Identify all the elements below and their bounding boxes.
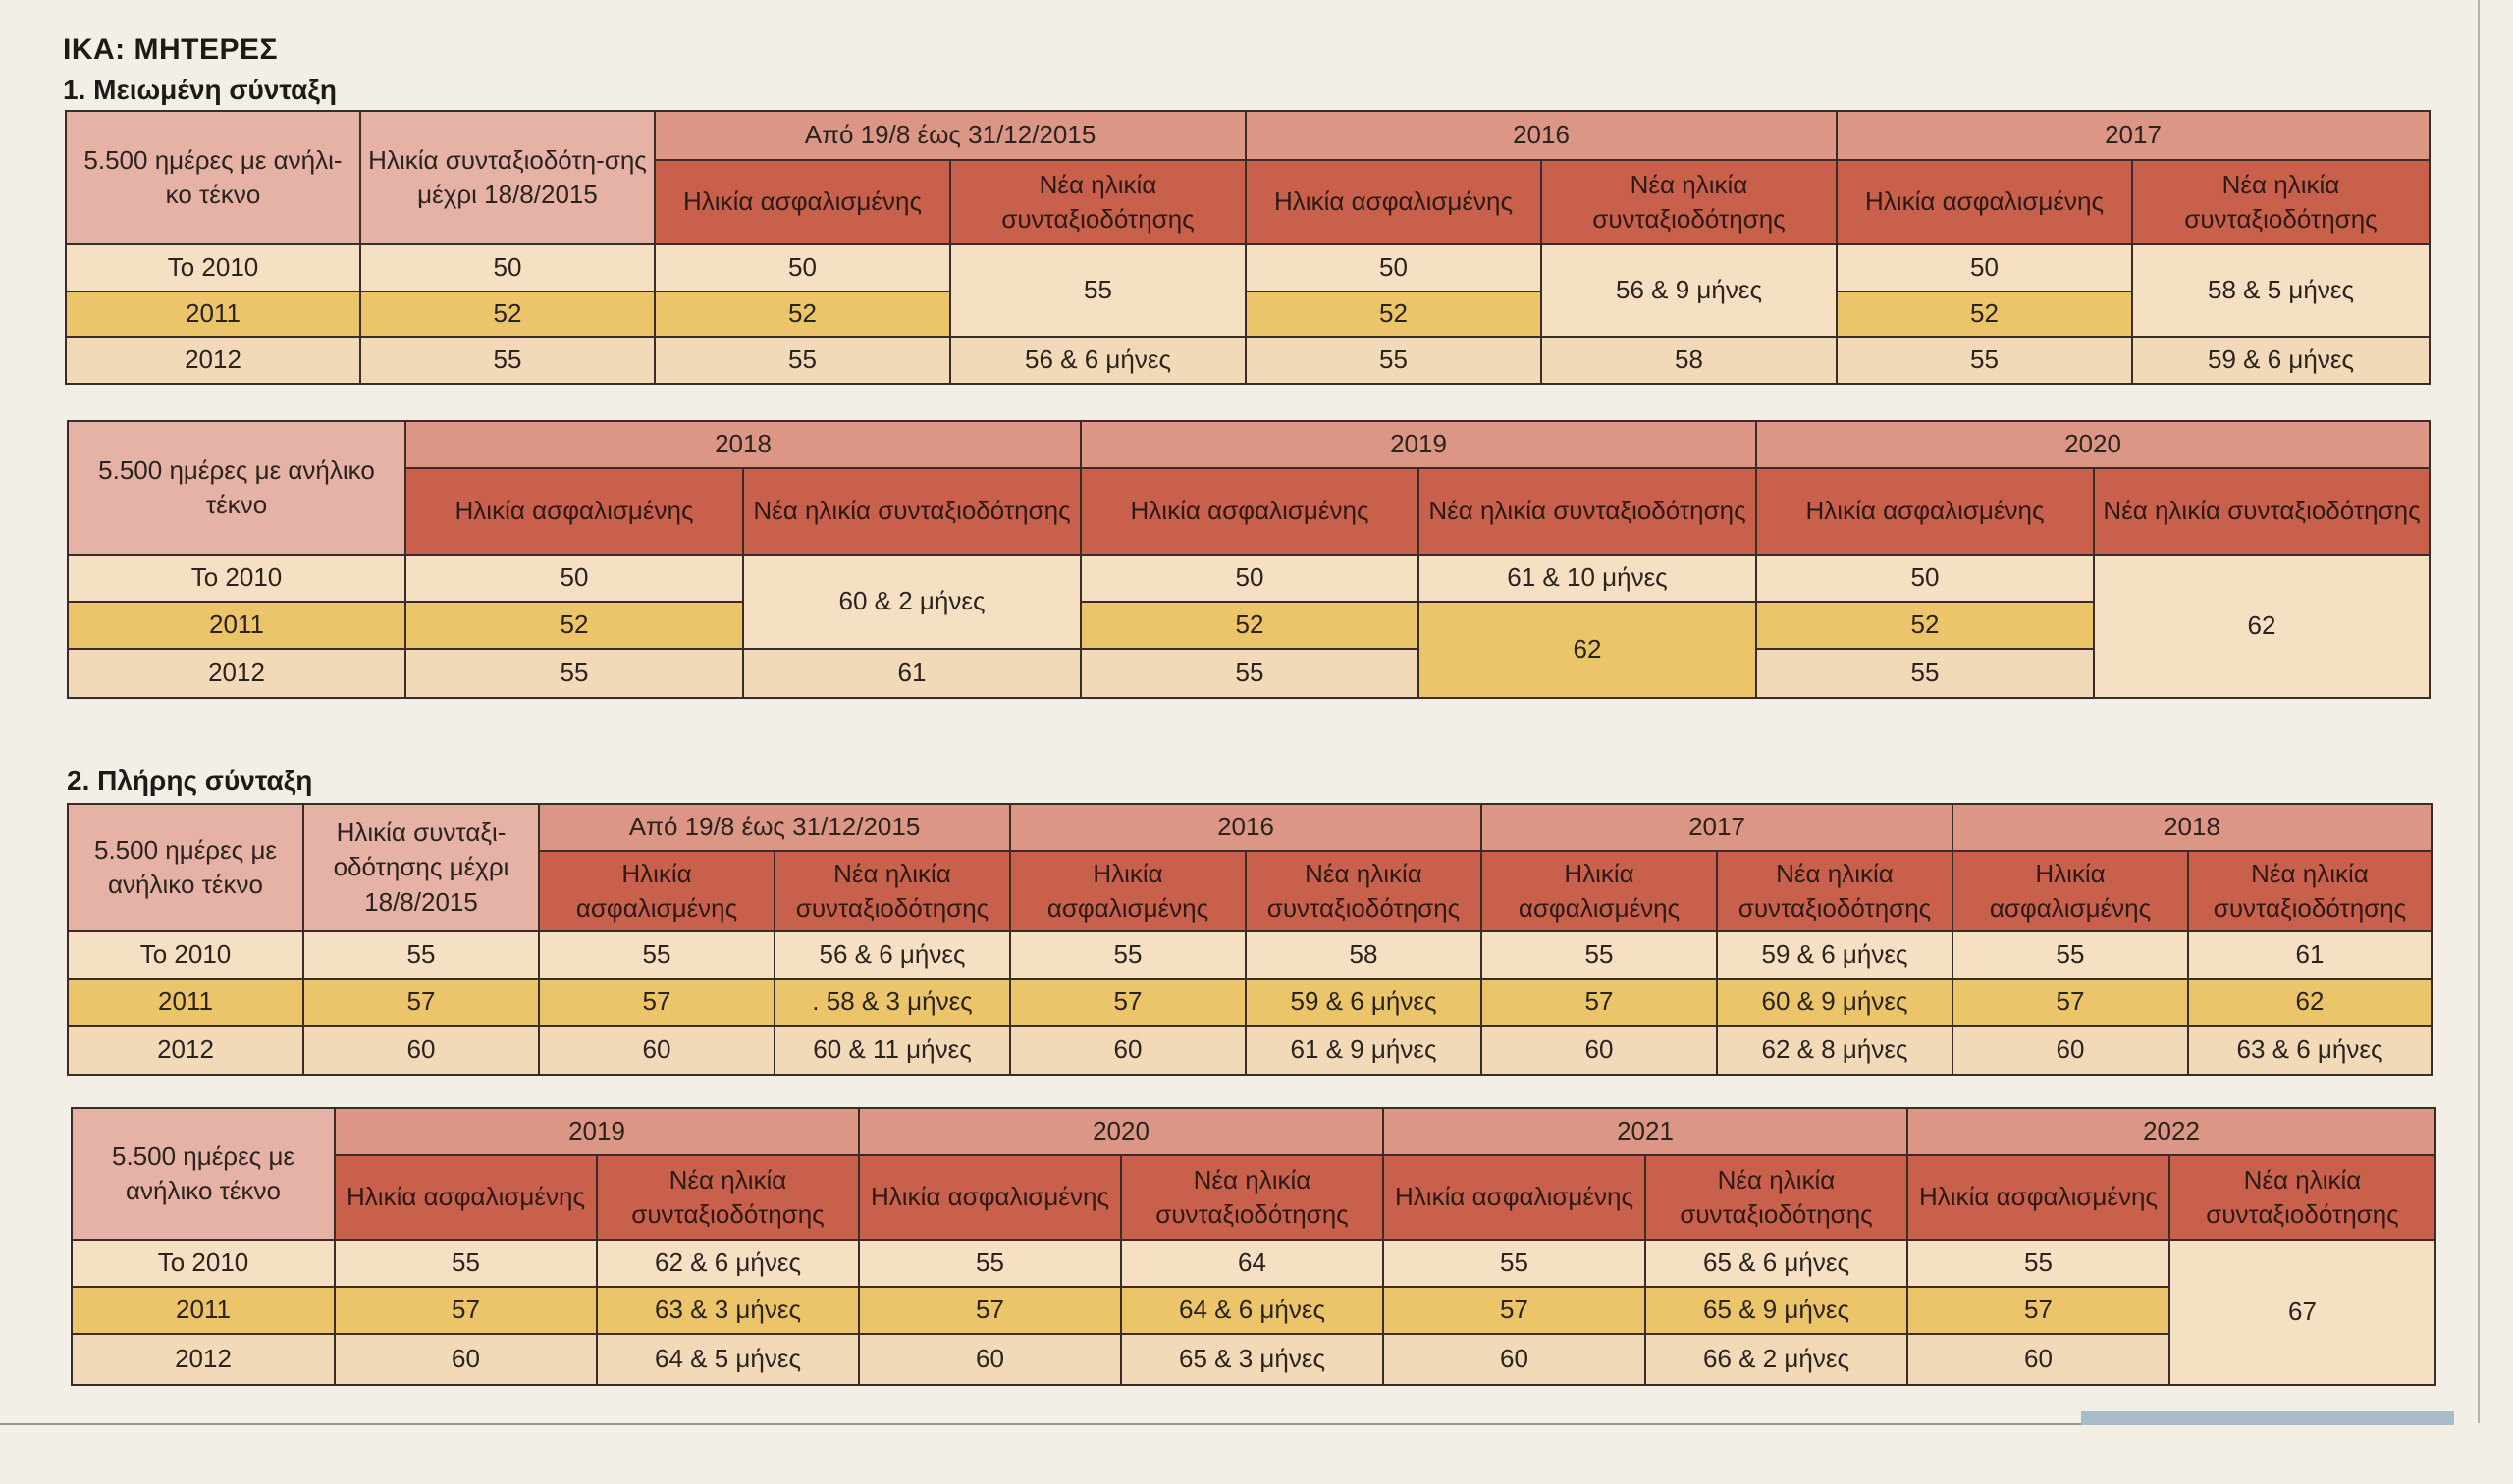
header-days-with-minor-child: 5.500 ημέρες με ανήλικο τέκνο — [68, 804, 303, 931]
header-group-19-8-2015: Από 19/8 έως 31/12/2015 — [539, 804, 1010, 851]
section-title-reduced-pension: 1. Μειωμένη σύνταξη — [63, 75, 337, 105]
subheader-insured-age: Ηλικία ασφαλισμένης — [539, 851, 775, 931]
cell-value: 50 — [360, 244, 655, 292]
cell-value: 56 & 9 μήνες — [1541, 244, 1837, 337]
cell-value: 52 — [405, 602, 743, 649]
header-group-2021: 2021 — [1383, 1108, 1907, 1155]
cell-value: 62 & 8 μήνες — [1717, 1026, 1952, 1075]
header-group-2017: 2017 — [1481, 804, 1952, 851]
cell-value: 60 — [335, 1334, 597, 1385]
cell-value: 58 — [1541, 337, 1837, 384]
row-label: Το 2010 — [72, 1240, 335, 1287]
cell-value: 57 — [859, 1287, 1121, 1334]
table-row — [68, 649, 2430, 698]
header-days-with-minor-child: 5.500 ημέρες με ανήλικο τέκνο — [72, 1108, 335, 1240]
cell-value: 55 — [655, 337, 950, 384]
header-age-until-18-8-2015: Ηλικία συνταξιοδότη-σης μέχρι 18/8/2015 — [360, 111, 655, 244]
cell-value: 64 — [1121, 1240, 1383, 1287]
cell-value: 60 — [1010, 1026, 1246, 1075]
cell-value: 52 — [1837, 292, 2132, 337]
subheader-new-pension-age: Νέα ηλικία συνταξιοδότησης — [1645, 1155, 1907, 1240]
subheader-new-pension-age: Νέα ηλικία συνταξιοδότησης — [1246, 851, 1481, 931]
table-row — [66, 292, 2430, 337]
cell-value: 50 — [405, 555, 743, 602]
table-row — [66, 337, 2430, 384]
row-label: Το 2010 — [68, 555, 405, 602]
header-age-until-18-8-2015: Ηλικία συνταξι-οδότησης μέχρι 18/8/2015 — [303, 804, 539, 931]
cell-value: 59 & 6 μήνες — [1717, 931, 1952, 979]
table-row — [72, 1334, 2435, 1385]
subheader-insured-age: Ηλικία ασφαλισμένης — [1907, 1155, 2169, 1240]
subheader-new-pension-age: Νέα ηλικία συνταξιοδότησης — [2094, 468, 2430, 555]
subheader-new-pension-age: Νέα ηλικία συνταξιοδότησης — [597, 1155, 859, 1240]
table-row — [66, 244, 2430, 292]
cell-value: 52 — [1081, 602, 1418, 649]
subheader-new-pension-age: Νέα ηλικία συνταξιοδότησης — [2188, 851, 2432, 931]
cell-value: 65 & 9 μήνες — [1645, 1287, 1907, 1334]
subheader-new-pension-age: Νέα ηλικία συνταξιοδότησης — [1418, 468, 1756, 555]
cell-value: 61 — [2188, 931, 2432, 979]
header-group-19-8-2015: Από 19/8 έως 31/12/2015 — [655, 111, 1246, 160]
cell-value: 57 — [1010, 979, 1246, 1026]
cell-value: 60 — [1481, 1026, 1717, 1075]
subheader-new-pension-age: Νέα ηλικία συνταξιοδότησης — [1541, 160, 1837, 244]
row-label: Το 2010 — [68, 931, 303, 979]
subheader-insured-age: Ηλικία ασφαλισμένης — [1756, 468, 2094, 555]
cell-value: 65 & 3 μήνες — [1121, 1334, 1383, 1385]
row-label: 2012 — [68, 649, 405, 698]
subheader-new-pension-age: Νέα ηλικία συνταξιοδότησης — [950, 160, 1246, 244]
subheader-insured-age: Ηλικία ασφαλισμένης — [1481, 851, 1717, 931]
subheader-new-pension-age: Νέα ηλικία συνταξιοδότησης — [2132, 160, 2430, 244]
cell-value: 52 — [1756, 602, 2094, 649]
cell-value: 61 — [743, 649, 1081, 698]
cell-value: 55 — [1952, 931, 2188, 979]
cell-value: 64 & 6 μήνες — [1121, 1287, 1383, 1334]
subheader-insured-age: Ηλικία ασφαλισμένης — [1081, 468, 1418, 555]
cell-value: 65 & 6 μήνες — [1645, 1240, 1907, 1287]
cell-value: 60 & 9 μήνες — [1717, 979, 1952, 1026]
subheader-new-pension-age: Νέα ηλικία συνταξιοδότησης — [2169, 1155, 2435, 1240]
row-label: 2011 — [66, 292, 360, 337]
cell-value: 59 & 6 μήνες — [1246, 979, 1481, 1026]
cell-value: 58 & 5 μήνες — [2132, 244, 2430, 337]
cell-value: 57 — [1383, 1287, 1645, 1334]
subheader-insured-age: Ηλικία ασφαλισμένης — [1246, 160, 1541, 244]
table-row — [68, 602, 2430, 649]
cell-value: 56 & 6 μήνες — [950, 337, 1246, 384]
subheader-insured-age: Ηλικία ασφαλισμένης — [1952, 851, 2188, 931]
cell-value: 60 — [859, 1334, 1121, 1385]
cell-value: 50 — [1756, 555, 2094, 602]
cell-value: 57 — [1952, 979, 2188, 1026]
page-title: ΙΚΑ: ΜΗΤΕΡΕΣ — [63, 33, 279, 66]
subheader-insured-age: Ηλικία ασφαλισμένης — [405, 468, 743, 555]
cell-value: 55 — [859, 1240, 1121, 1287]
cell-value: 63 & 3 μήνες — [597, 1287, 859, 1334]
cell-value: 62 — [2094, 555, 2430, 698]
cell-value: 59 & 6 μήνες — [2132, 337, 2430, 384]
row-label: Το 2010 — [66, 244, 360, 292]
table-full-2015-2018 — [67, 803, 2433, 1076]
cell-value: 50 — [1246, 244, 1541, 292]
cell-value: 58 — [1246, 931, 1481, 979]
subheader-new-pension-age: Νέα ηλικία συνταξιοδότησης — [775, 851, 1010, 931]
cell-value: 66 & 2 μήνες — [1645, 1334, 1907, 1385]
cell-value: 55 — [405, 649, 743, 698]
subheader-new-pension-age: Νέα ηλικία συνταξιοδότησης — [1717, 851, 1952, 931]
subheader-new-pension-age: Νέα ηλικία συνταξιοδότησης — [743, 468, 1081, 555]
cell-value: 60 — [1907, 1334, 2169, 1385]
cell-value: 55 — [950, 244, 1246, 337]
cell-value: 60 & 2 μήνες — [743, 555, 1081, 649]
subheader-insured-age: Ηλικία ασφαλισμένης — [1383, 1155, 1645, 1240]
header-group-2019: 2019 — [335, 1108, 859, 1155]
row-label: 2012 — [72, 1334, 335, 1385]
cell-value: 67 — [2169, 1240, 2435, 1385]
row-label: 2011 — [68, 602, 405, 649]
cell-value: 55 — [1081, 649, 1418, 698]
cell-value: 57 — [539, 979, 775, 1026]
cell-value: 60 — [1383, 1334, 1645, 1385]
header-group-2018: 2018 — [1952, 804, 2432, 851]
cell-value: 63 & 6 μήνες — [2188, 1026, 2432, 1075]
header-group-2016: 2016 — [1246, 111, 1837, 160]
header-group-2022: 2022 — [1907, 1108, 2435, 1155]
cell-value: 50 — [1837, 244, 2132, 292]
cell-value: 57 — [1907, 1287, 2169, 1334]
row-label: 2012 — [68, 1026, 303, 1075]
table-row — [72, 1287, 2435, 1334]
subheader-insured-age: Ηλικία ασφαλισμένης — [1837, 160, 2132, 244]
subheader-insured-age: Ηλικία ασφαλισμένης — [335, 1155, 597, 1240]
row-label: 2011 — [68, 979, 303, 1026]
cell-value: 52 — [655, 292, 950, 337]
subheader-insured-age: Ηλικία ασφαλισμένης — [1010, 851, 1246, 931]
subheader-insured-age: Ηλικία ασφαλισμένης — [655, 160, 950, 244]
table-row — [68, 555, 2430, 602]
cell-value: 57 — [1481, 979, 1717, 1026]
cell-value: 60 & 11 μήνες — [775, 1026, 1010, 1075]
cell-value: 57 — [335, 1287, 597, 1334]
table-row — [68, 931, 2432, 979]
subheader-insured-age: Ηλικία ασφαλισμένης — [859, 1155, 1121, 1240]
cell-value: 60 — [539, 1026, 775, 1075]
decorative-bar — [2081, 1411, 2454, 1425]
cell-value: 55 — [335, 1240, 597, 1287]
header-group-2016: 2016 — [1010, 804, 1481, 851]
cell-value: . 58 & 3 μήνες — [775, 979, 1010, 1026]
cell-value: 55 — [539, 931, 775, 979]
cell-value: 61 & 9 μήνες — [1246, 1026, 1481, 1075]
cell-value: 55 — [1481, 931, 1717, 979]
header-group-2019: 2019 — [1081, 421, 1756, 468]
cell-value: 62 — [2188, 979, 2432, 1026]
cell-value: 62 — [1418, 602, 1756, 698]
cell-value: 55 — [1010, 931, 1246, 979]
header-group-2018: 2018 — [405, 421, 1081, 468]
cell-value: 62 & 6 μήνες — [597, 1240, 859, 1287]
cell-value: 55 — [303, 931, 539, 979]
cell-value: 64 & 5 μήνες — [597, 1334, 859, 1385]
cell-value: 50 — [1081, 555, 1418, 602]
cell-value: 56 & 6 μήνες — [775, 931, 1010, 979]
cell-value: 60 — [1952, 1026, 2188, 1075]
table-row — [68, 979, 2432, 1026]
cell-value: 57 — [303, 979, 539, 1026]
row-label: 2011 — [72, 1287, 335, 1334]
header-group-2020: 2020 — [859, 1108, 1383, 1155]
cell-value: 52 — [1246, 292, 1541, 337]
row-label: 2012 — [66, 337, 360, 384]
table-reduced-2015-2017 — [65, 110, 2431, 385]
table-row — [72, 1240, 2435, 1287]
cell-value: 52 — [360, 292, 655, 337]
header-group-2017: 2017 — [1837, 111, 2430, 160]
cell-value: 60 — [303, 1026, 539, 1075]
cell-value: 55 — [1907, 1240, 2169, 1287]
column-divider — [2478, 0, 2480, 1423]
cell-value: 55 — [1246, 337, 1541, 384]
cell-value: 55 — [360, 337, 655, 384]
cell-value: 50 — [655, 244, 950, 292]
header-days-with-minor-child: 5.500 ημέρες με ανήλι-κο τέκνο — [66, 111, 360, 244]
table-reduced-2018-2020 — [67, 420, 2431, 699]
section-title-full-pension: 2. Πλήρης σύνταξη — [67, 766, 313, 796]
subheader-new-pension-age: Νέα ηλικία συνταξιοδότησης — [1121, 1155, 1383, 1240]
header-group-2020: 2020 — [1756, 421, 2430, 468]
table-full-2019-2022 — [71, 1107, 2436, 1386]
cell-value: 55 — [1383, 1240, 1645, 1287]
cell-value: 55 — [1837, 337, 2132, 384]
table-row — [68, 1026, 2432, 1075]
cell-value: 61 & 10 μήνες — [1418, 555, 1756, 602]
header-days-with-minor-child: 5.500 ημέρες με ανήλικο τέκνο — [68, 421, 405, 555]
cell-value: 55 — [1756, 649, 2094, 698]
